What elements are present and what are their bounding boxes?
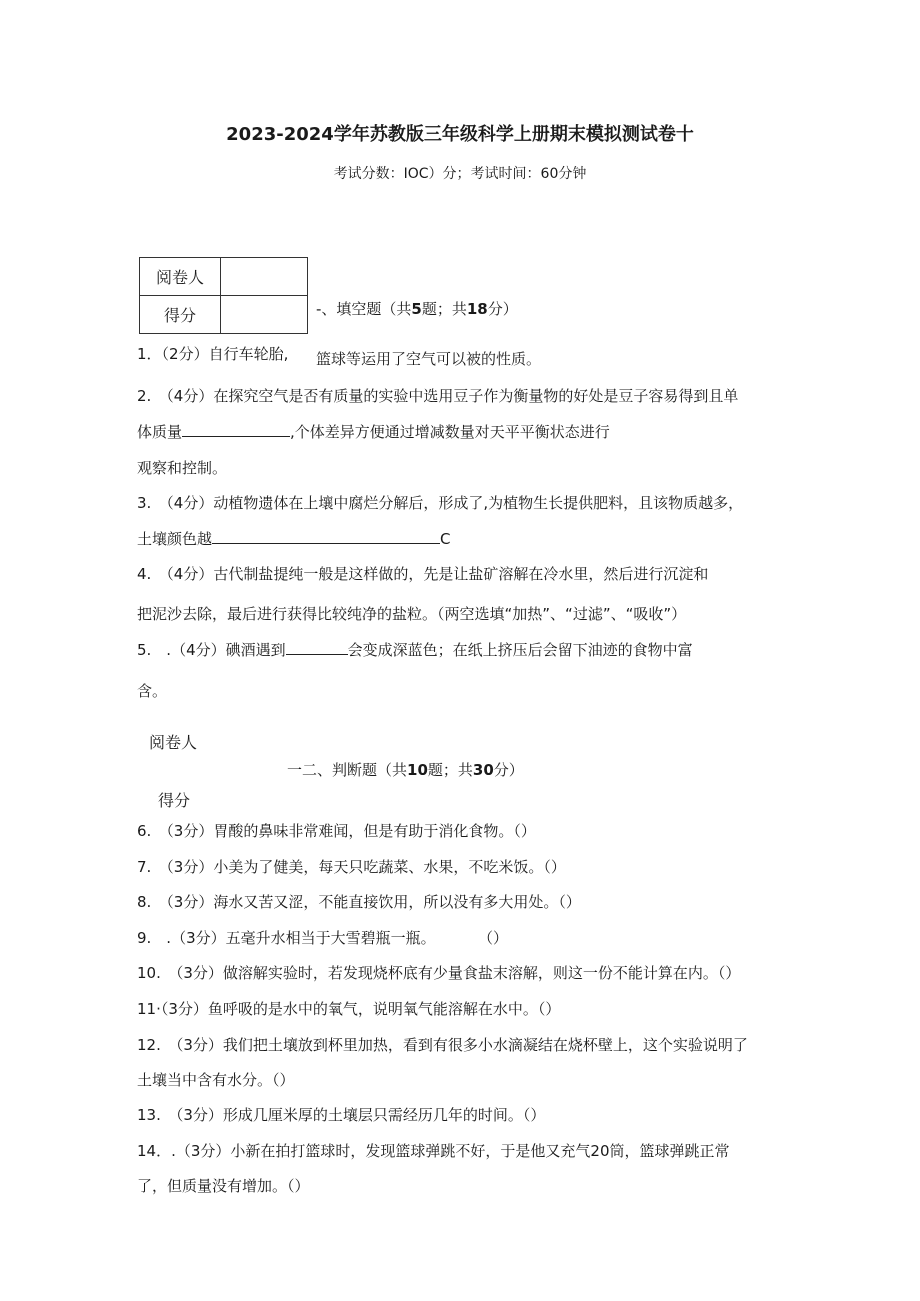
answer-blank[interactable] <box>286 640 348 655</box>
question-3-text-b: C <box>440 530 451 548</box>
question-3-line-1: 3. （4分）动植物遗体在上壤中腐烂分解后，形成了,为植物生长提供肥料，且该物质越多， <box>137 494 744 512</box>
answer-blank[interactable] <box>212 529 440 544</box>
section-2-heading: 一二、判断题（共10题；共30分） <box>287 761 524 779</box>
score-label-2: 得分 <box>158 791 191 810</box>
question-4-line-1: 4. （4分）古代制盐提纯一般是这样做的，先是让盐矿溶解在冷水里，然后进行沉淀和 <box>137 565 709 583</box>
question-1-part-b: 篮球等运用了空气可以被的性质。 <box>316 350 542 368</box>
question-1-part-a: 1．（2分）自行车轮胎, <box>137 345 289 363</box>
question-13: 13. （3分）形成几厘米厚的土壤层只需经历几年的时间。（） <box>137 1106 546 1124</box>
question-11: 11·（3分）鱼呼吸的是水中的氧气，说明氧气能溶解在水中。（） <box>137 1000 561 1018</box>
question-10: 10. （3分）做溶解实验时，若发现烧杯底有少量食盐末溶解，则这一份不能计算在内。（） <box>137 964 741 982</box>
answer-blank[interactable] <box>182 422 290 437</box>
question-2-text-b: ,个体差异方便通过增减数量对天平平衡状态进行 <box>290 423 610 441</box>
score-label: 得分 <box>140 296 221 334</box>
question-2-line-2 <box>137 421 610 442</box>
page-title: 2023-2024学年苏教版三年级科学上册期末模拟测试卷十 <box>226 124 694 145</box>
exam-info: 考试分数：IOC）分；考试时间：60分钟 <box>333 166 587 182</box>
question-3-line-2 <box>137 528 451 549</box>
question-9-bracket: （） <box>478 929 509 947</box>
grader-cell[interactable] <box>221 258 308 296</box>
question-5-text-a: 5. .（4分）碘酒遇到 <box>137 641 286 659</box>
question-2-line-1: 2. （4分）在探究空气是否有质量的实验中选用豆子作为衡量物的好处是豆子容易得到且单 <box>137 387 739 405</box>
question-4-line-2: 把泥沙去除，最后进行获得比较纯净的盐粒。（两空选填“加热”、“过滤”、“吸收”） <box>137 605 687 623</box>
question-9-text: 9. .（3分）五毫升水相当于大雪碧瓶一瓶。 <box>137 929 436 947</box>
question-12-line-2: 土壤当中含有水分。（） <box>137 1071 295 1089</box>
question-2-text-a: 体质量 <box>137 423 183 441</box>
grader-label: 阅卷人 <box>140 258 221 296</box>
grader-label-2: 阅卷人 <box>149 733 198 752</box>
question-8: 8. （3分）海水又苦又涩，不能直接饮用，所以没有多大用处。（） <box>137 893 581 911</box>
question-2-line-3: 观察和控制。 <box>137 459 228 477</box>
question-5-line-1 <box>137 639 693 660</box>
question-14-line-2: 了，但质量没有增加。（） <box>137 1177 310 1195</box>
question-12-line-1: 12. （3分）我们把土壤放到杯里加热，看到有很多小水滴凝结在烧杯壁上，这个实验说明了 <box>137 1036 748 1054</box>
question-14-line-1: 14．.（3分）小新在拍打篮球时，发现篮球弹跳不好，于是他又充气20筒，篮球弹跳正常 <box>137 1142 730 1160</box>
question-6: 6. （3分）胃酸的鼻味非常难闻，但是有助于消化食物。（） <box>137 822 536 840</box>
question-5-text-b: 会变成深蓝色；在纸上挤压后会留下油迹的食物中富 <box>347 641 693 659</box>
question-3-text-a: 土壤颜色越 <box>137 530 213 548</box>
score-cell[interactable] <box>221 296 308 334</box>
question-5-line-2: 含。 <box>137 682 168 700</box>
section-1-heading: -、填空题（共5题；共18分） <box>316 300 518 318</box>
grader-table <box>139 257 308 334</box>
question-7: 7. （3分）小美为了健美，每天只吃蔬菜、水果，不吃米饭。（） <box>137 858 566 876</box>
